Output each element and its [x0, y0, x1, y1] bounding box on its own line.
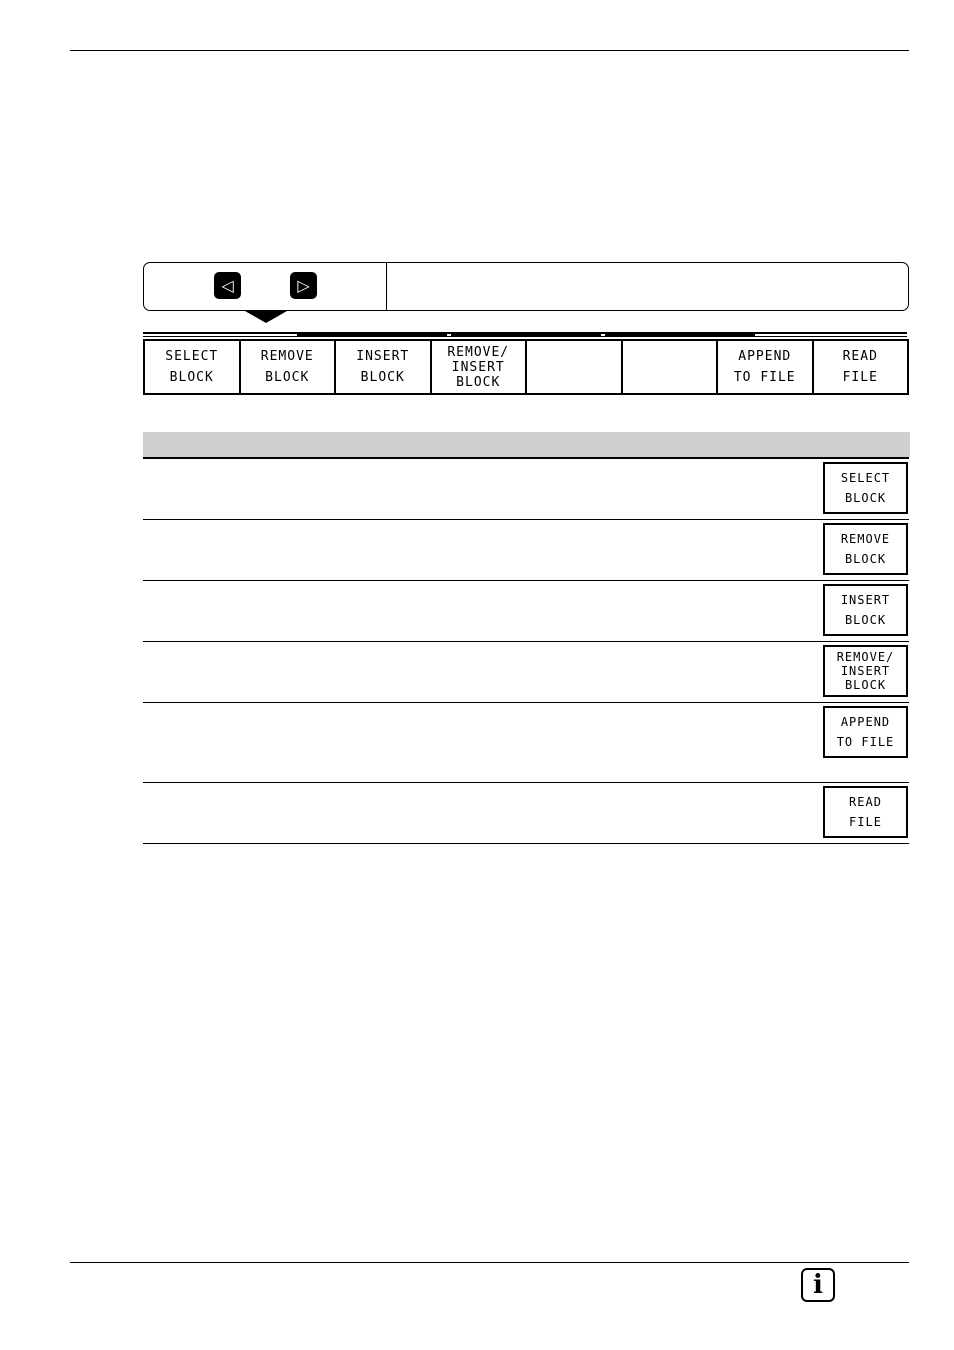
table-row [143, 581, 909, 642]
table-row [143, 520, 909, 581]
softkey-label: APPEND [840, 715, 891, 729]
screen-navigation-panel [143, 262, 909, 311]
softkey-label: BLOCK [844, 552, 887, 566]
softkey-insert-block[interactable] [336, 341, 432, 393]
arrow-right-icon[interactable]: ▷ [290, 272, 317, 299]
softkey-label: INSERT [840, 593, 891, 607]
softkey-label: REMOVE [260, 349, 314, 364]
softkey-label: SELECT [840, 471, 891, 485]
softkey-label: TO FILE [733, 370, 796, 385]
table-header [143, 432, 910, 457]
softkey-remove-block[interactable] [241, 341, 337, 393]
softkey-label: BLOCK [169, 370, 214, 385]
table-row [143, 642, 909, 703]
softkey-label: APPEND [738, 349, 792, 364]
softkey-empty[interactable] [623, 341, 719, 393]
table-row [143, 703, 909, 783]
nav-panel-divider [386, 263, 387, 310]
softkey-select-block[interactable] [823, 462, 908, 514]
softkey-label: REMOVE/ [836, 650, 895, 664]
softkey-label: TO FILE [836, 735, 895, 749]
softkey-select-block[interactable] [145, 341, 241, 393]
softkey-label: INSERT [840, 664, 891, 678]
table-row [143, 459, 909, 520]
softkey-label: BLOCK [360, 370, 405, 385]
pointer-down-icon [245, 311, 287, 323]
footer-rule [70, 1262, 909, 1263]
info-icon: i [801, 1268, 835, 1302]
softkey-label: BLOCK [844, 678, 887, 692]
softkey-label: INSERT [356, 349, 410, 364]
softkey-read-file[interactable] [814, 341, 908, 393]
softkey-remove-insert-block[interactable] [432, 341, 528, 393]
softkey-empty[interactable] [527, 341, 623, 393]
softkey-label: BLOCK [265, 370, 310, 385]
softkey-label: FILE [842, 370, 878, 385]
softkey-label: INSERT [451, 359, 505, 375]
softkey-level-indicator [297, 334, 447, 337]
softkey-remove-insert-block[interactable] [823, 645, 908, 697]
softkey-label: BLOCK [456, 374, 501, 390]
table-row [143, 783, 909, 844]
softkey-label: READ [849, 795, 882, 809]
softkey-label: READ [842, 349, 878, 364]
header-rule [70, 50, 909, 51]
softkey-label: FILE [849, 815, 882, 829]
softkey-read-file[interactable] [823, 786, 908, 838]
softkey-insert-block[interactable] [823, 584, 908, 636]
softkey-remove-block[interactable] [823, 523, 908, 575]
softkey-append-to-file[interactable] [823, 706, 908, 758]
arrow-left-icon[interactable]: ◁ [214, 272, 241, 299]
softkey-label: BLOCK [844, 491, 887, 505]
softkey-label: BLOCK [844, 613, 887, 627]
softkey-level-indicator [605, 334, 755, 337]
softkey-label: REMOVE [840, 532, 891, 546]
softkey-label: REMOVE/ [447, 344, 510, 360]
softkey-label: SELECT [165, 349, 219, 364]
softkey-bar [143, 339, 909, 395]
softkey-append-to-file[interactable] [718, 341, 814, 393]
softkey-level-indicator [451, 334, 601, 337]
